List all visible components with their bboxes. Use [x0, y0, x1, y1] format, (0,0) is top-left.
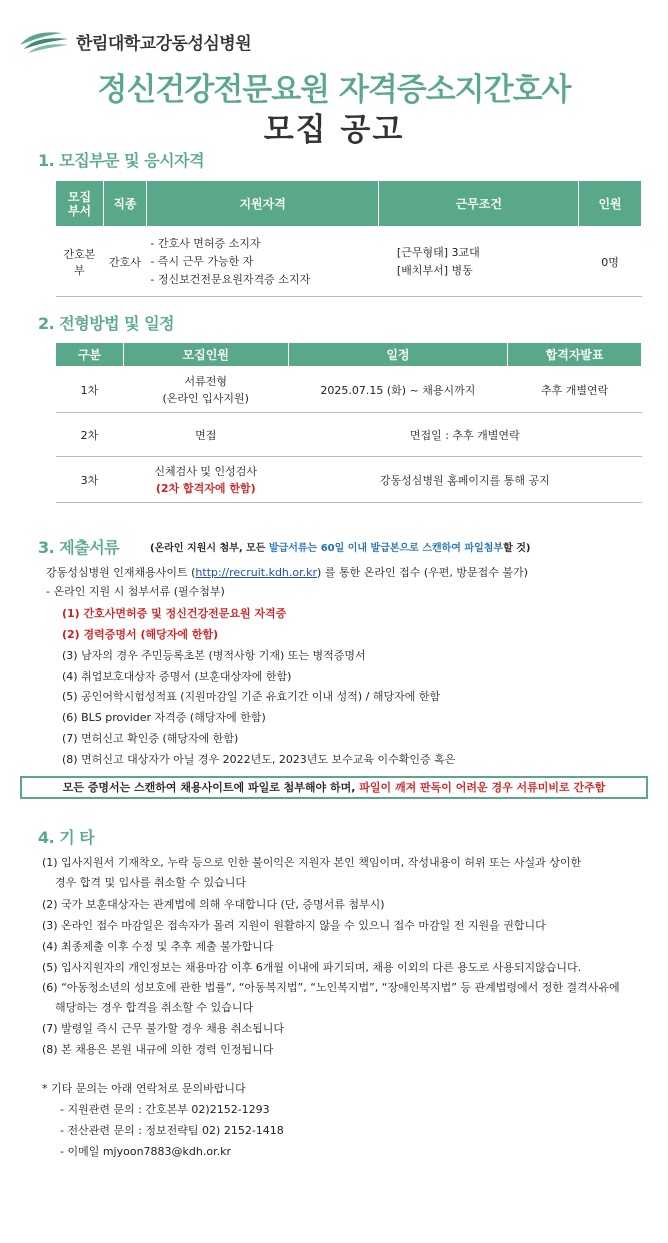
section2-title: 2. 전형방법 및 일정 — [38, 314, 175, 333]
condition-item: [배치부서] 병동 — [396, 263, 473, 277]
header-schedule: 일정 — [288, 343, 508, 367]
cell-schedule: 2025.07.15 (화) ~ 채용시까지 — [288, 367, 508, 413]
cell-stage: 3차 — [56, 457, 124, 503]
notice-text: 모든 증명서는 스캔하여 채용사이트에 파일로 첨부해야 하며, — [62, 781, 360, 794]
list-item: (6) “아동청소년의 성보호에 관한 법률”, “아동복지법”, “노인복지법”, “장애인복지법” 등 관계법령에서 정한 결격사유에 — [42, 981, 620, 994]
header-qualification: 지원자격 — [146, 181, 379, 227]
section1-title: 1. 모집부문 및 응시자격 — [38, 151, 205, 170]
cell-count: 0명 — [579, 227, 642, 297]
intro-suffix: ) 를 통한 온라인 접수 (우편, 방문접수 불가) — [317, 566, 528, 579]
cell-type: 면접 — [123, 413, 288, 457]
list-item: (1) 입사지원서 기재착오, 누락 등으로 인한 불이익은 지원자 본인 책임이며, 작성내용이 허위 또는 사실과 상이한 — [42, 856, 582, 869]
list-item: (3) 온라인 접수 마감일은 접속자가 몰려 지원이 원활하지 않을 수 있으니 접수 마감일 전 지원을 권합니다 — [42, 919, 546, 932]
list-item-continued: 해당하는 경우 합격을 취소할 수 있습니다 — [55, 1001, 254, 1014]
header-type: 모집인원 — [123, 343, 288, 367]
header-stage: 구분 — [56, 343, 124, 367]
contact-item: - 전산관련 문의 : 정보전략팀 02) 2152-1418 — [60, 1124, 284, 1137]
qualification-item: - 간호사 면허증 소지자 — [150, 236, 261, 250]
hospital-name: 한림대학교강동성심병원 — [76, 33, 252, 54]
list-item: (4) 취업보호대상자 증명서 (보훈대상자에 한함) — [62, 670, 292, 683]
table-row — [56, 413, 642, 457]
list-item: (8) 본 채용은 본원 내규에 의한 경력 인정됩니다 — [42, 1043, 274, 1056]
list-item: (5) 입사지원자의 개인정보는 채용마감 이후 6개월 이내에 파기되며, 채용 이외의 다른 용도로 사용되지않습니다. — [42, 961, 582, 974]
list-item: (3) 남자의 경우 주민등록초본 (병적사항 기재) 또는 병적증명서 — [62, 649, 366, 662]
cell-dept: 간호본부 — [56, 227, 104, 297]
contact-item: - 지원관련 문의 : 간호본부 02)2152-1293 — [60, 1103, 270, 1116]
notice-box — [20, 776, 648, 799]
hospital-logo — [18, 26, 251, 56]
cell-conditions — [379, 227, 579, 297]
type-line-highlight: (2차 합격자에 한함) — [155, 481, 256, 495]
page-subtitle: 모집 공고 — [263, 112, 405, 148]
attachments-subtitle: - 온라인 지원 시 첨부서류 (필수첨부) — [46, 585, 225, 598]
hospital-logo-icon — [18, 27, 70, 55]
list-item: (2) 경력증명서 (해당자에 한함) — [62, 628, 219, 641]
cell-stage: 1차 — [56, 367, 124, 413]
intro-prefix: 강동성심병원 인재채용사이트 ( — [46, 566, 196, 579]
header-job: 직종 — [103, 181, 146, 227]
type-line: (온라인 입사지원) — [162, 391, 249, 405]
recruit-site-link[interactable]: http://recruit.kdh.or.kr — [195, 566, 318, 579]
section4-title: 4. 기 타 — [38, 828, 95, 847]
note-prefix: (온라인 지원시 첨부, 모든 — [150, 543, 269, 554]
condition-item: [근무형태] 3교대 — [396, 245, 480, 259]
cell-result: 추후 개별연락 — [508, 367, 642, 413]
header-dept-label: 모집 부서 — [67, 189, 92, 218]
contact-title: * 기타 문의는 아래 연락처로 문의바랍니다 — [42, 1082, 246, 1095]
header-conditions: 근무조건 — [379, 181, 579, 227]
qualification-item: - 정신보건전문요원자격증 소지자 — [150, 272, 311, 286]
cell-qualifications — [146, 227, 379, 297]
section3-title: 3. 제출서류 — [38, 538, 120, 557]
section3-note — [150, 539, 530, 554]
list-item: (6) BLS provider 자격증 (해당자에 한함) — [62, 711, 266, 724]
cell-type — [123, 367, 288, 413]
list-item: (5) 공인어학시험성적표 (지원마감일 기준 유효기간 이내 성적) / 해당자에 한함 — [62, 690, 441, 703]
page-title: 정신건강전문요원 자격증소지간호사 — [97, 72, 571, 108]
list-item: (8) 면허신고 대상자가 아닐 경우 2022년도, 2023년도 보수교육 이수확인증 혹은 — [62, 753, 456, 766]
cell-job: 간호사 — [103, 227, 146, 297]
list-item: (1) 간호사면허증 및 정신건강전문요원 자격증 — [62, 607, 287, 620]
cell-stage: 2차 — [56, 413, 124, 457]
list-item: (7) 발령일 즉시 근무 불가할 경우 채용 취소됩니다 — [42, 1022, 284, 1035]
contact-item: - 이메일 mjyoon7883@kdh.or.kr — [60, 1145, 231, 1158]
type-line: 신체검사 및 인성검사 — [154, 464, 258, 478]
list-item: (4) 최종제출 이후 수정 및 추후 제출 불가합니다 — [42, 940, 274, 953]
intro-line — [46, 564, 528, 580]
note-suffix: 할 것) — [503, 543, 531, 554]
list-item-continued: 경우 합격 및 입사를 취소할 수 있습니다 — [55, 876, 246, 889]
header-count: 인원 — [579, 181, 642, 227]
qualification-item: - 즉시 근무 가능한 자 — [150, 254, 254, 268]
cell-schedule: 강동성심병원 홈페이지를 통해 공지 — [288, 457, 641, 503]
cell-type — [123, 457, 288, 503]
list-item: (2) 국가 보훈대상자는 관계법에 의해 우대합니다 (단, 증명서류 첨부시) — [42, 898, 385, 911]
list-item: (7) 면허신고 확인증 (해당자에 한함) — [62, 732, 239, 745]
table-row — [56, 367, 642, 413]
note-highlight: 발급서류는 60일 이내 발급본으로 스캔하여 파일첨부 — [268, 543, 504, 554]
table-row — [56, 457, 642, 503]
type-line: 서류전형 — [184, 374, 227, 388]
header-dept — [56, 181, 104, 227]
schedule-table — [55, 342, 642, 503]
notice-warning: 파일이 깨져 판독이 어려운 경우 서류미비로 간주함 — [359, 781, 606, 794]
recruitment-table — [55, 180, 642, 297]
cell-schedule: 면접일 : 추후 개별연락 — [288, 413, 641, 457]
header-result: 합격자발표 — [508, 343, 642, 367]
